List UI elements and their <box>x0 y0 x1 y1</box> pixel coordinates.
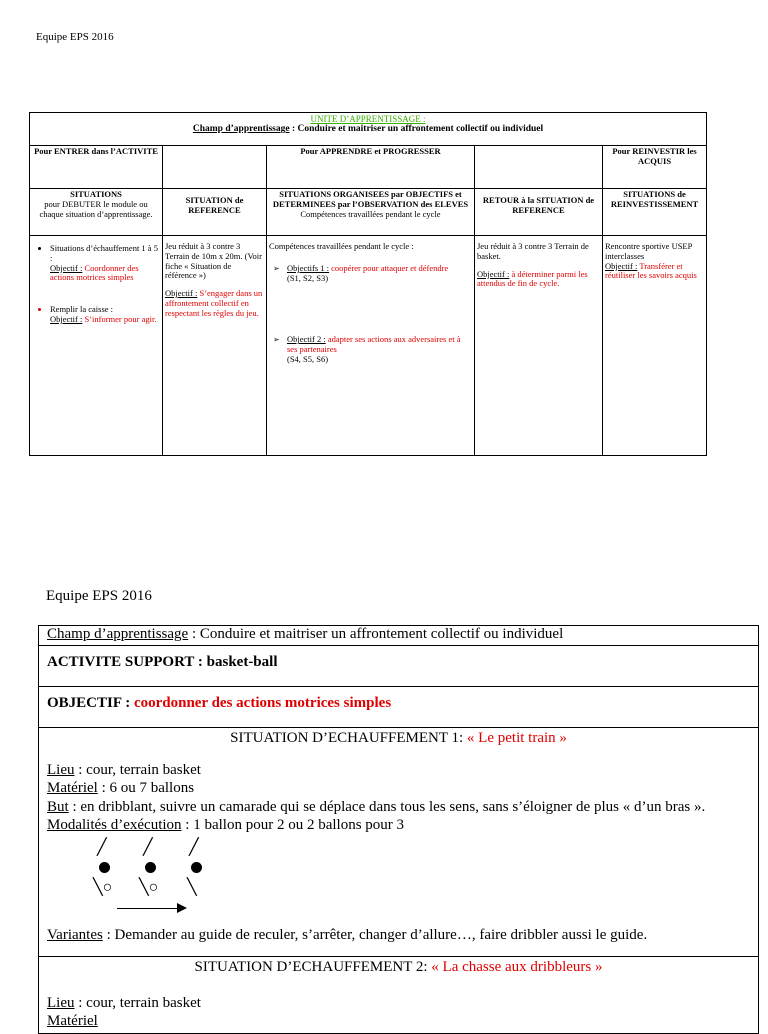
objective-2-sessions: (S4, S5, S6) <box>287 353 329 364</box>
objective-1-item <box>269 264 472 284</box>
return-text: Jeu réduit à 3 contre 3 Terrain de basket. <box>477 241 589 261</box>
reinvest-text: Rencontre sportive USEP interclasses <box>605 241 693 261</box>
warmup-1-name: « Le petit train » <box>466 730 567 746</box>
page1-header: Equipe EPS 2016 <box>36 31 114 43</box>
warmup-2-section <box>39 957 759 1034</box>
subheader-reference-text: SITUATION de REFERENCE <box>185 195 244 215</box>
col-header-enter: Pour ENTRER dans l’ACTIVITE <box>30 146 163 189</box>
col-header-reinvest: Pour REINVESTIR les ACQUIS <box>603 146 707 189</box>
direction-mark: ╱ <box>97 839 107 857</box>
subheader-organized-title: SITUATIONS ORGANISEES par OBJECTIFS et DETERMINEES par l’OBSERVATION des ELEVES <box>272 189 469 209</box>
fill-box-obj-text: S’informer pour agir. <box>82 313 157 324</box>
player-mark: ╲ <box>187 879 197 897</box>
lieu-text: : cour, terrain basket <box>74 762 201 778</box>
but-label: But <box>47 798 69 815</box>
warmup-1-title: SITUATION D’ECHAUFFEMENT 1: <box>230 730 467 746</box>
variantes-label: Variantes <box>47 927 103 944</box>
objective-2-label: Objectif 2 : <box>287 334 326 345</box>
warmup-2-title: SITUATION D’ECHAUFFEMENT 2: <box>194 959 432 975</box>
warmup-2-name: « La chasse aux dribbleurs » <box>431 959 603 975</box>
champ-label-2: Champ d’apprentissage <box>47 626 189 642</box>
materiel-label: Matériel <box>47 780 98 797</box>
list-item-fill-box <box>50 305 160 325</box>
objective-1-text: coopérer pour attaquer et défendre <box>329 262 449 273</box>
cell-reference-situation <box>163 236 267 456</box>
player-dot <box>145 862 156 873</box>
fill-box-obj-label: Objectif : <box>50 313 83 324</box>
cell-organized-situations <box>267 236 475 456</box>
ball-mark: ╲○ <box>139 879 159 897</box>
warmup-1-section <box>39 728 759 957</box>
cell-warmup-situations <box>30 236 163 456</box>
lieu-text-2: : cour, terrain basket <box>74 995 201 1011</box>
champ-text: : Conduire et maitriser un affrontement collectif ou individuel <box>289 124 544 135</box>
modalites-label: Modalités d’exécution <box>47 816 182 833</box>
subheader-return-text: RETOUR à la SITUATION de REFERENCE <box>482 195 595 215</box>
lieu-label: Lieu <box>47 762 75 778</box>
subheader-organized-desc: Compétences travaillées pendant le cycle <box>300 208 441 219</box>
subheader-organized <box>267 189 475 236</box>
ball-mark: ╲○ <box>93 879 113 897</box>
return-obj-label: Objectif : <box>477 268 510 279</box>
objective-1-sessions: (S1, S2, S3) <box>287 272 329 283</box>
reference-obj-label: Objectif : <box>165 288 198 299</box>
reference-obj-text: S’engager dans un affrontement collectif en respectant les règles du jeu. <box>165 288 263 318</box>
materiel-label-2: Matériel <box>47 1013 98 1030</box>
movement-arrow-line <box>117 908 179 909</box>
player-dot <box>99 862 110 873</box>
page2-header: Equipe EPS 2016 <box>46 588 152 604</box>
champ-row <box>39 626 759 646</box>
activity-support: ACTIVITE SUPPORT : basket-ball <box>39 646 759 687</box>
train-diagram <box>87 840 227 920</box>
learning-unit-table <box>29 112 707 456</box>
subheader-situations <box>30 189 163 236</box>
organized-intro: Compétences travaillées pendant le cycle : <box>269 241 414 251</box>
col-header-learn: Pour APPRENDRE et PROGRESSER <box>267 146 475 189</box>
subheader-return <box>475 189 603 236</box>
champ-text-2: : Conduire et maitriser un affrontement collectif ou individuel <box>188 626 564 642</box>
modalites-text: : 1 ballon pour 2 ou 2 ballons pour 3 <box>181 816 405 833</box>
objective-1-label: Objectifs 1 : <box>287 262 330 273</box>
reinvest-obj-label: Objectif : <box>605 260 638 271</box>
warmup-obj-text: Coordonner des actions motrices simples <box>50 262 139 283</box>
cell-reinvestment <box>603 236 707 456</box>
objective-2-text: adapter ses actions aux adversaires et à ses partenaires <box>287 334 461 355</box>
objective-row <box>39 687 759 728</box>
col-header-empty-1 <box>163 146 267 189</box>
objective-label: OBJECTIF : <box>47 695 134 711</box>
objective-text: coordonner des actions motrices simples <box>133 695 392 711</box>
direction-mark: ╱ <box>143 839 153 857</box>
unit-title: UNITE D’APPRENTISSAGE : <box>310 114 426 124</box>
list-item-warmup <box>50 244 160 283</box>
unit-title-cell <box>30 113 707 146</box>
direction-mark: ╱ <box>189 839 199 857</box>
reinvest-obj-text: Transférer et réutiliser les savoirs acquis <box>605 260 697 281</box>
fill-box-text: Remplir la caisse : <box>50 304 114 315</box>
warmup-obj-label: Objectif : <box>50 262 83 273</box>
activity-sheet-table <box>38 625 759 1034</box>
col-header-empty-2 <box>475 146 603 189</box>
reference-text: Jeu réduit à 3 contre 3 Terrain de 10m x 20m. (Voir fiche « Situation de référence ») <box>165 241 262 281</box>
subheader-reference <box>163 189 267 236</box>
movement-arrowhead <box>177 903 187 913</box>
objective-2-item <box>269 335 472 364</box>
variantes-text: : Demander au guide de reculer, s’arrêter, changer d’allure…, faire dribbler aussi le guide. <box>102 927 648 944</box>
lieu-label-2: Lieu <box>47 995 75 1011</box>
materiel-text: : 6 ou 7 ballons <box>97 780 195 797</box>
return-obj-text: à déterminer parmi les attendus de fin de cycle. <box>477 268 588 289</box>
subheader-reinvestment-text: SITUATIONS de REINVESTISSEMENT <box>610 189 699 209</box>
player-dot <box>191 862 202 873</box>
subheader-reinvestment <box>603 189 707 236</box>
cell-return-reference <box>475 236 603 456</box>
subheader-situations-desc: pour DEBUTER le module ou chaque situation d’apprentissage. <box>39 198 153 219</box>
but-text: : en dribblant, suivre un camarade qui se déplace dans tous les sens, sans s’éloigner de plus « d’un bras ». <box>68 798 706 815</box>
warmup-text: Situations d’échauffement 1 à 5 : <box>50 243 158 263</box>
champ-label: Champ d’apprentissage <box>192 124 290 135</box>
subheader-situations-title: SITUATIONS <box>70 189 122 199</box>
